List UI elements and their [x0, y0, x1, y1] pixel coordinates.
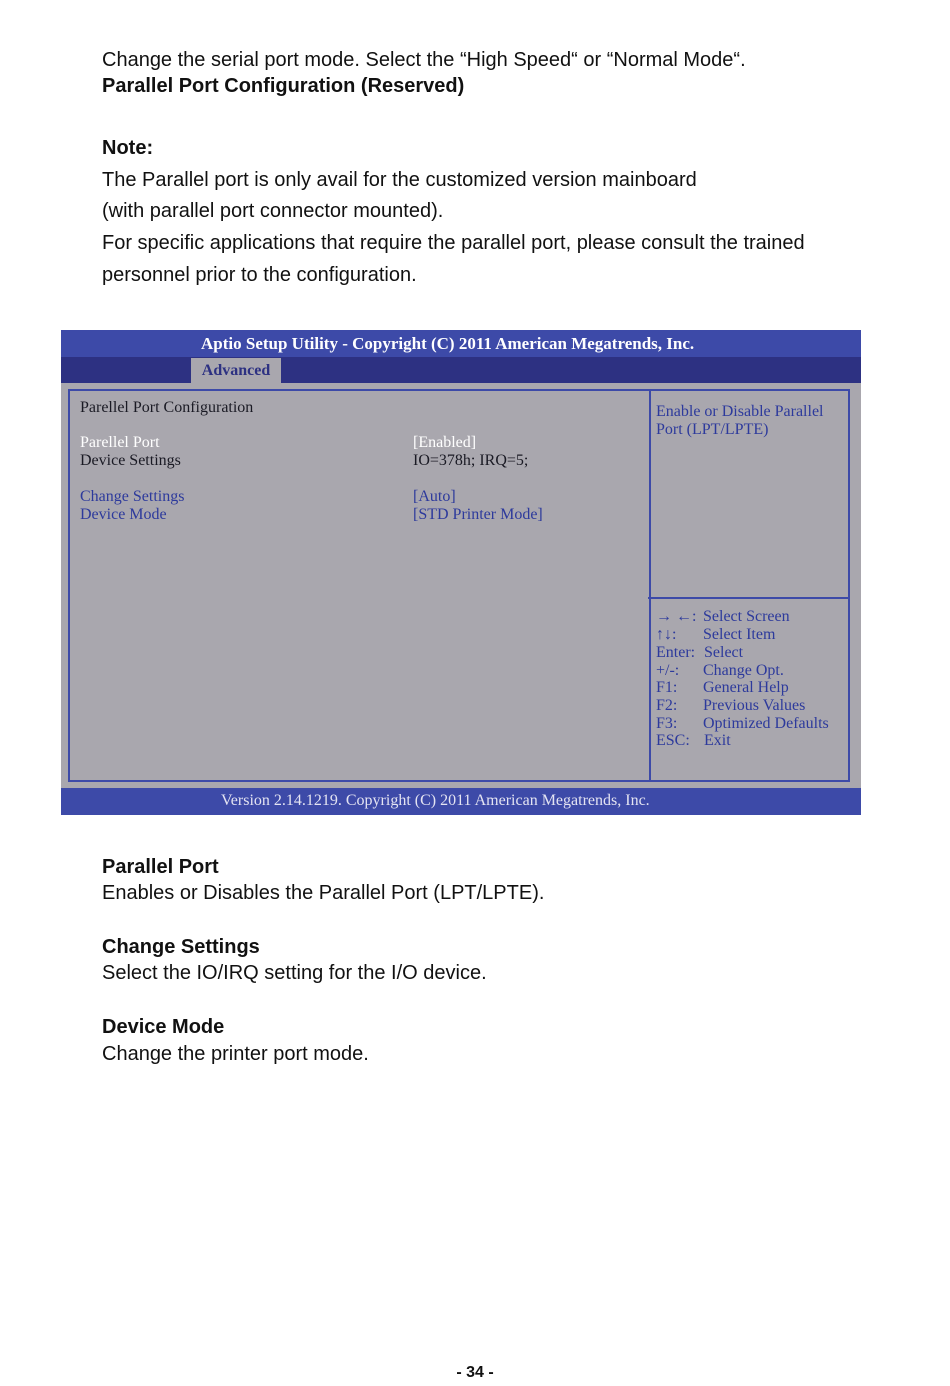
- key-hint-desc: General Help: [703, 679, 789, 696]
- note-line: personnel prior to the configuration.: [102, 264, 417, 286]
- bios-value-device-mode[interactable]: [STD Printer Mode]: [413, 506, 543, 523]
- key-hint-key: → ←:: [656, 608, 697, 625]
- key-hint-key: ↑↓:: [656, 626, 677, 643]
- key-hint-desc: Select Screen: [703, 608, 790, 625]
- key-hint-desc: Optimized Defaults: [703, 715, 829, 732]
- desc-text-parallel-port: Enables or Disables the Parallel Port (LPT/LPTE).: [102, 882, 545, 904]
- key-hint-key: F3:: [656, 715, 678, 732]
- serial-mode-text: Change the serial port mode. Select the “High Speed“ or “Normal Mode“.: [102, 49, 746, 71]
- note-label: Note:: [102, 137, 154, 159]
- key-hint-desc: Previous Values: [703, 697, 806, 714]
- key-hint-key: F1:: [656, 679, 678, 696]
- note-line: For specific applications that require the parallel port, please consult the trained: [102, 232, 805, 254]
- tab-advanced[interactable]: Advanced: [191, 358, 281, 383]
- section-heading: Parallel Port Configuration (Reserved): [102, 75, 465, 97]
- bios-title-bar: [61, 330, 861, 357]
- desc-heading-change-settings: Change Settings: [102, 936, 260, 958]
- bios-item-device-mode[interactable]: Device Mode: [80, 506, 167, 523]
- key-hint-key: Enter:: [656, 644, 696, 661]
- bios-value-parallel-port[interactable]: [Enabled]: [413, 434, 477, 451]
- bios-tab-bar: [61, 357, 861, 383]
- bios-help-divider: [648, 597, 850, 599]
- desc-heading-device-mode: Device Mode: [102, 1016, 225, 1038]
- bios-section-title: Parellel Port Configuration: [80, 399, 254, 416]
- note-line: The Parallel port is only avail for the customized version mainboard: [102, 169, 697, 191]
- key-hint-desc: Select: [704, 644, 744, 661]
- bios-item-change-settings[interactable]: Change Settings: [80, 488, 185, 505]
- key-hint-key: +/-:: [656, 662, 680, 679]
- key-hint-desc: Select Item: [703, 626, 776, 643]
- bios-item-device-settings: Device Settings: [80, 452, 181, 469]
- bios-value-change-settings[interactable]: [Auto]: [413, 488, 456, 505]
- key-hint-key: ESC:: [656, 732, 690, 749]
- bios-item-parallel-port[interactable]: Parellel Port: [80, 434, 160, 451]
- key-hint-desc: Exit: [704, 732, 731, 749]
- bios-help-text: Enable or Disable Parallel: [656, 403, 824, 420]
- bios-title: Aptio Setup Utility - Copyright (C) 2011 American Megatrends, Inc.: [201, 334, 695, 353]
- bios-footer-text: Version 2.14.1219. Copyright (C) 2011 American Megatrends, Inc.: [221, 792, 650, 809]
- note-line: (with parallel port connector mounted).: [102, 200, 444, 222]
- bios-footer-bar: [61, 788, 861, 815]
- key-hint-desc: Change Opt.: [703, 662, 784, 679]
- desc-text-device-mode: Change the printer port mode.: [102, 1043, 369, 1065]
- bios-help-text: Port (LPT/LPTE): [656, 421, 769, 438]
- page-number: - 34 -: [456, 1364, 494, 1381]
- desc-text-change-settings: Select the IO/IRQ setting for the I/O device.: [102, 962, 487, 984]
- key-hint-key: F2:: [656, 697, 678, 714]
- bios-screenshot: [61, 330, 861, 815]
- bios-value-device-settings: IO=378h; IRQ=5;: [413, 452, 529, 469]
- desc-heading-parallel-port: Parallel Port: [102, 856, 219, 878]
